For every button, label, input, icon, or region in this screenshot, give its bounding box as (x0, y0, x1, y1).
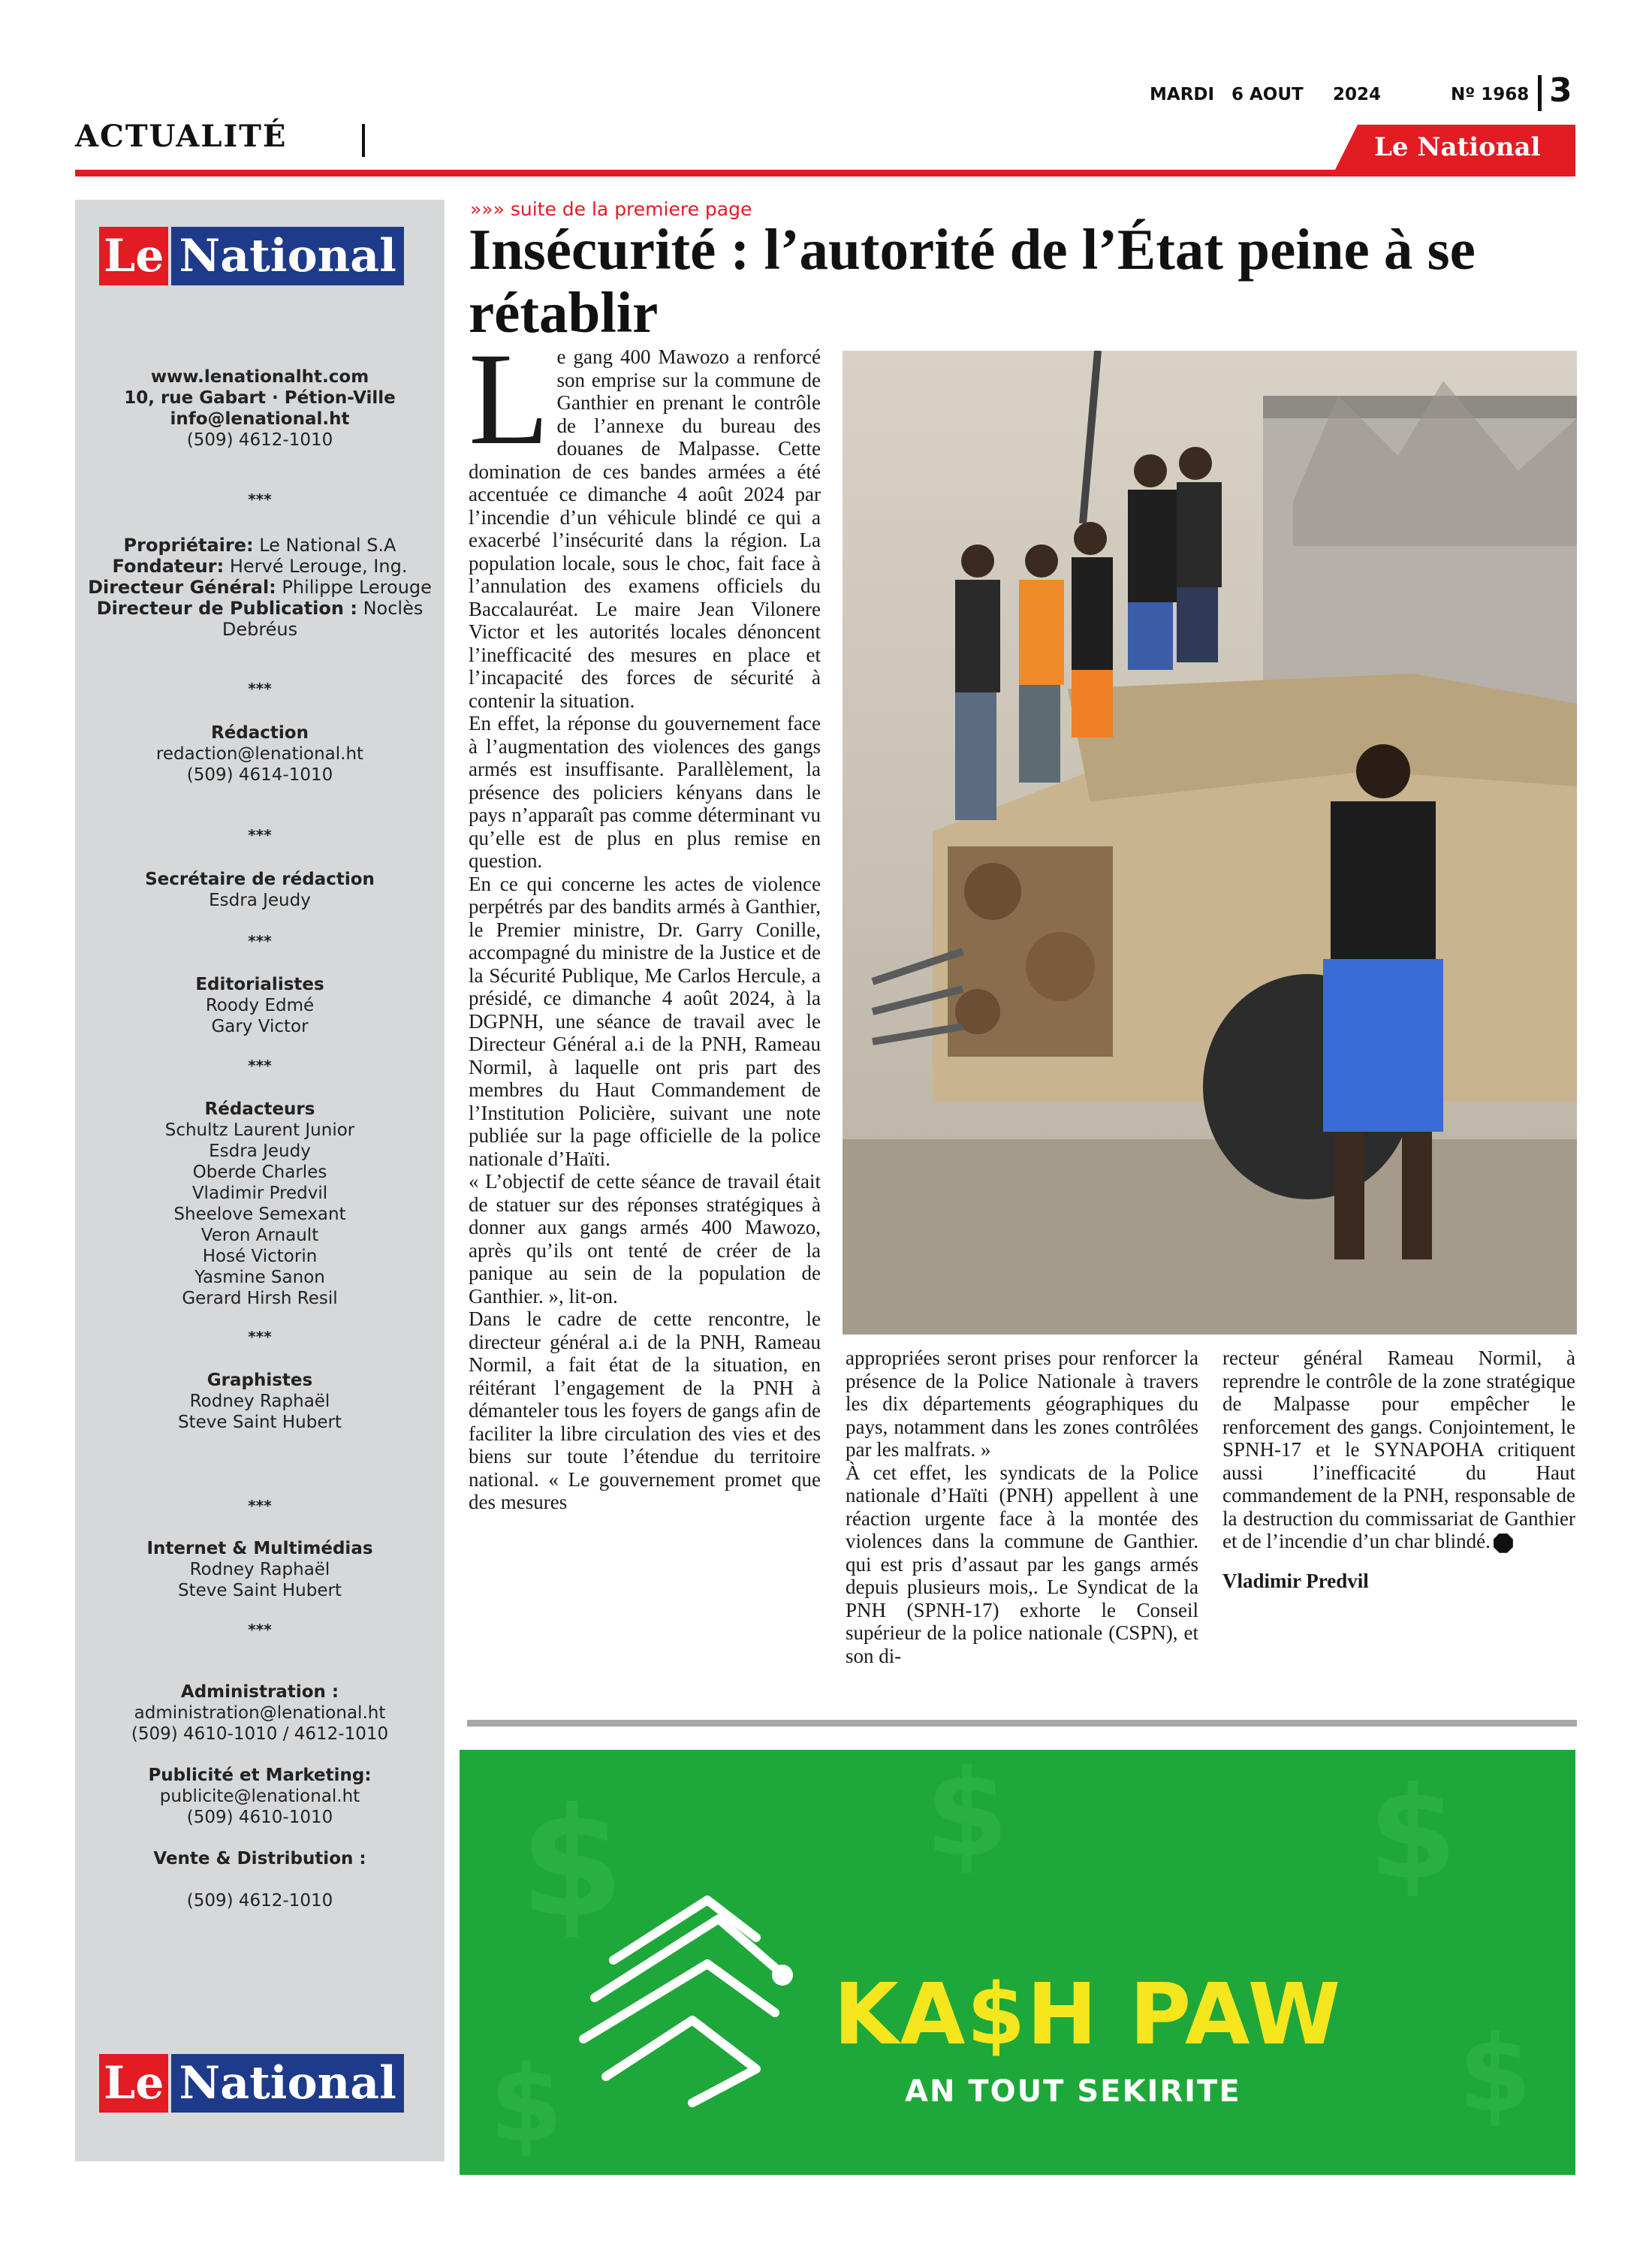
designer-name: Steve Saint Hubert (178, 1413, 342, 1432)
issue-number: Nº 1968 (1451, 85, 1530, 104)
administration-title: Administration : (180, 1682, 339, 1702)
redaction-phone: (509) 4614-1010 (186, 765, 333, 785)
svg-text:$: $ (925, 1750, 1009, 1884)
article-photo-graphic (843, 351, 1577, 1335)
article-headline: Insécurité : l’autorité de l’État peine à se rétablir (469, 217, 1476, 345)
secretary-name: Esdra Jeudy (209, 891, 311, 910)
article-paragraph: Le gang 400 Mawozo a renforcé son emprise sur la commune de Ganthier en prenant le contrôle de l’annexe du bureau des douanes de Malpasse. Cette domination de ces bandes armées a été accentuée ce dimanche 4 août 2024 par l’incendie d’un véhicule blindé ce qui a exacerbé l’insécurité dans la région. La population locale, sous le choc, fait face à l’annulation des examens officiels du Baccalauréat. Le maire Jean Vilonere Victor et les autorités locales dénoncent l’inefficacité des mesures en place et l’incapacité des forces de sécurité à contenir la situation. (469, 326, 821, 712)
advertising-phone: (509) 4610-1010 (186, 1808, 333, 1827)
article-paragraph: « L’objectif de cette séance de travail était de statuer sur des réponses stratégiques à donner aux gangs armés 400 Mawozo, après qu’ils ont tenté de créer de la panique au sein de la population de Ganthier. », lit-on. (469, 1170, 821, 1307)
article-column-3 (1222, 1347, 1575, 1592)
date-day: MARDI (1150, 85, 1215, 104)
administration-block (75, 1681, 445, 1745)
header-rule (75, 170, 1575, 176)
designers-title: Graphistes (206, 1371, 313, 1390)
date-year: 2024 (1333, 85, 1382, 104)
drop-cap: L (469, 326, 550, 472)
article-column-1 (469, 326, 821, 1514)
writer-name: Esdra Jeudy (209, 1142, 311, 1161)
writer-name: Yasmine Sanon (194, 1268, 325, 1287)
ad-tagline: AN TOUT SEKIRITE (905, 2074, 1241, 2109)
separator-stars: *** (248, 680, 272, 698)
distribution-title: Vente & Distribution : (153, 1849, 366, 1868)
ownership-block (75, 535, 445, 640)
internet-title: Internet & Multimédias (146, 1539, 373, 1558)
owner-line: Propriétaire: Le National S.A (123, 535, 396, 556)
date-day-month: 6 AOUT (1231, 85, 1304, 104)
svg-text:$: $ (520, 1776, 625, 1951)
administration-phone: (509) 4610-1010 / 4612-1010 (131, 1724, 389, 1744)
advertising-block (75, 1765, 445, 1828)
writer-name: Hosé Victorin (202, 1247, 318, 1266)
publication-director-line: Directeur de Publication : Noclès Debréus (96, 598, 424, 640)
editorialists-block (75, 974, 445, 1037)
advertising-title: Publicité et Marketing: (148, 1766, 372, 1785)
article-paragraph: Dans le cadre de cette rencontre, le directeur général a.i de la PNH, Rameau Normil, a fait état de la situation, en réitérant l’engagement de la PNH à démanteler tous les foyers de gangs afin de faciliter la libre circulation des vies et des biens sur toute l’étendue du territoire national. « Le gouvernement promet que des mesures (469, 1307, 821, 1513)
founder-line: Fondateur: Hervé Lerouge, Ing. (112, 556, 408, 577)
writer-name: Gerard Hirsh Resil (182, 1289, 338, 1308)
logo-top (99, 227, 404, 285)
article-byline: Vladimir Predvil (1222, 1569, 1369, 1592)
separator-stars: *** (248, 1328, 272, 1346)
contact-block (75, 366, 445, 451)
redaction-email: redaction@lenational.ht (155, 744, 364, 764)
logo-part-le: Le (99, 2054, 168, 2113)
logo-part-le: Le (99, 227, 168, 285)
separator-stars: *** (248, 932, 272, 950)
end-of-article-icon (1494, 1534, 1513, 1553)
administration-email: administration@lenational.ht (134, 1703, 386, 1723)
article-paragraph: recteur général Rameau Normil, à reprendre le contrôle de la zone stratégique de Malpasse pour empêcher le renforcement des gangs. Conjointement, le SPNH-17 et le SYNAPOHA critiquent aussi l’inefficacité du Haut commandement de la PNH, responsable de la destruction du commissariat de Ganthier et de l’incendie d’un char blindé. (1222, 1347, 1575, 1552)
article-paragraph: À cet effet, les syndicats de la Police nationale d’Haïti (PNH) appellent à une réaction urgente face à la montée des violences dans la commune de Ganthier. qui est pris d’assaut par les gangs armés depuis plusieurs mois,. Le Syndicat de la PNH (SPNH-17) exhorte le Conseil supérieur de la police nationale (CSPN), et son di- (846, 1461, 1198, 1667)
secretary-block (75, 869, 445, 911)
continuation-kicker: »»» suite de la premiere page (470, 198, 752, 220)
internet-block (75, 1538, 445, 1601)
writer-name: Vladimir Predvil (191, 1184, 328, 1203)
page-number: 3 (1549, 71, 1572, 110)
logo-bottom (99, 2054, 404, 2113)
section-divider (362, 124, 365, 157)
phone: (509) 4612-1010 (186, 430, 333, 450)
designer-name: Rodney Raphaël (189, 1392, 330, 1411)
separator-stars: *** (248, 1497, 272, 1515)
page-number-divider (1538, 75, 1542, 111)
director-line: Directeur Général: Philippe Lerouge (88, 577, 432, 598)
writer-name: Veron Arnault (200, 1226, 319, 1245)
redaction-title: Rédaction (211, 723, 309, 743)
svg-text:$: $ (490, 2043, 563, 2166)
separator-stars: *** (248, 1057, 272, 1075)
separator-stars: *** (248, 490, 272, 508)
logo-part-national: National (171, 227, 404, 285)
writer-name: Sheelove Semexant (173, 1205, 346, 1224)
editorialist-name: Roody Edmé (205, 996, 315, 1015)
advertisement-banner[interactable] (460, 1750, 1575, 2175)
logo-part-national: National (171, 2054, 404, 2113)
distribution-phone: (509) 4612-1010 (186, 1891, 333, 1911)
article-paragraph: appropriées seront prises pour renforcer la présence de la Police Nationale à travers les dix départements géographiques du pays, notamment dans les zones contrôlées par les malfrats. » (846, 1347, 1198, 1461)
internet-name: Steve Saint Hubert (178, 1581, 342, 1600)
editorialist-name: Gary Victor (211, 1017, 309, 1036)
brand-tab-label: Le National (1374, 132, 1541, 162)
article-photo (843, 351, 1577, 1335)
svg-text:$: $ (1368, 1760, 1458, 1908)
ad-background-graphic (460, 1750, 1575, 2175)
designers-block (75, 1370, 445, 1433)
separator-stars: *** (248, 826, 272, 844)
redaction-block (75, 722, 445, 786)
email: info@lenational.ht (170, 409, 350, 429)
svg-text:$: $ (1458, 2013, 1532, 2136)
writers-title: Rédacteurs (204, 1099, 315, 1119)
article-paragraph: En ce qui concerne les actes de violence perpétrés par des bandits armés à Ganthier, le Premier ministre, Dr. Garry Conille, accompagné du ministre de la Justice et de la Sécurité Publique, Me Carlos Hercule, a présidé, ce dimanche 4 août 2024, à la DGPNH, une séance de travail avec le Directeur Général a.i de la PNH, Rameau Normil, à laquelle ont pris part des membres du Haut Commandement de l’Institution Policière, suivant une note publiée sur la page officielle de la police nationale d’Haïti. (469, 872, 821, 1170)
website: www.lenationalht.com (150, 367, 369, 387)
separator-stars: *** (248, 1621, 272, 1639)
editorialists-title: Editorialistes (195, 975, 324, 994)
internet-name: Rodney Raphaël (189, 1560, 330, 1579)
secretary-title: Secrétaire de rédaction (145, 870, 375, 889)
section-label: ACTUALITÉ (75, 119, 288, 154)
writer-name: Schultz Laurent Junior (164, 1120, 355, 1140)
writer-name: Oberde Charles (192, 1163, 327, 1182)
distribution-block (75, 1848, 445, 1911)
ad-brand-name: KA$H PAW (834, 1966, 1343, 2064)
article-paragraph: En effet, la réponse du gouvernement face à l’augmentation des violences des gangs armés est insuffisante. Parallèlement, la présence des policiers kényans dans le pays n’apparaît pas comme déterminant vu qu’elle est de plus en plus remise en question. (469, 712, 821, 872)
article-column-2 (846, 1347, 1198, 1667)
article-bottom-rule (467, 1720, 1577, 1727)
advertising-email: publicite@lenational.ht (159, 1787, 360, 1806)
writers-block (75, 1099, 445, 1309)
address: 10, rue Gabart · Pétion-Ville (124, 388, 396, 408)
